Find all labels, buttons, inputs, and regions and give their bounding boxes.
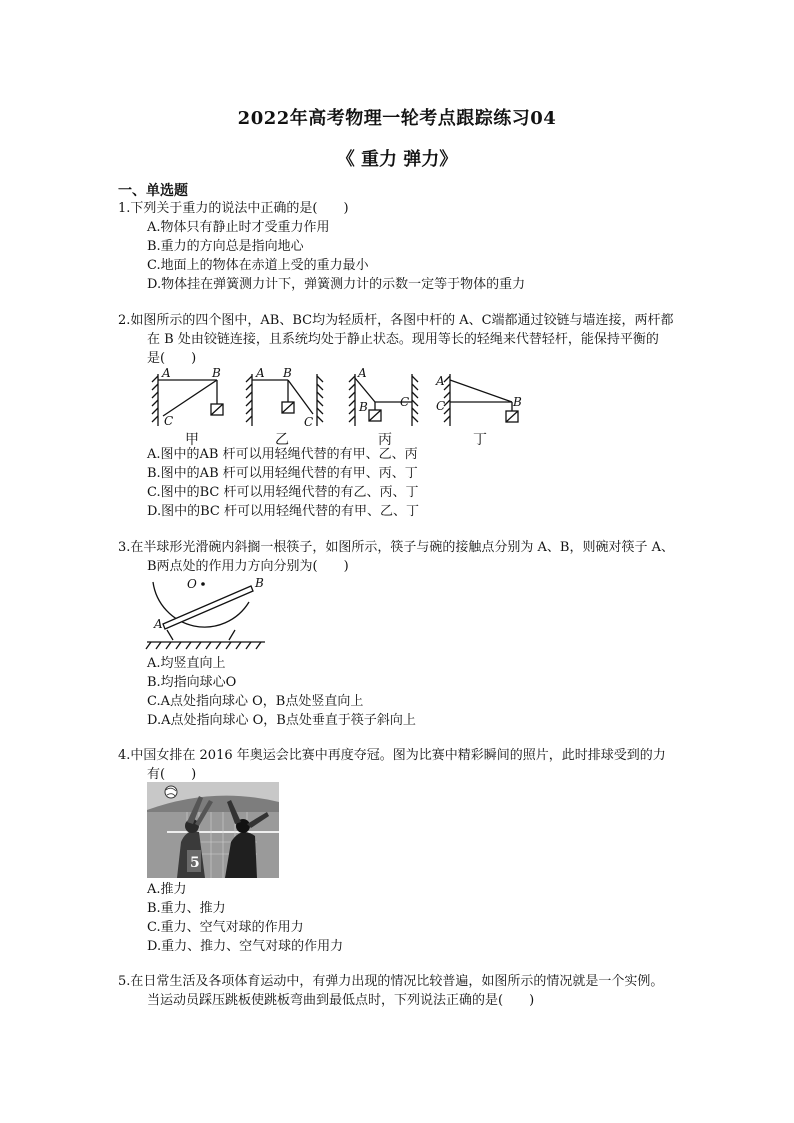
page-title: 2022年高考物理一轮考点跟踪练习04 [237, 108, 557, 129]
question-4-stem-line1: 4.中国女排在 2016 年奥运会比赛中再度夺冠。图为比赛中精彩瞬间的照片，此时排球受到的力 [118, 748, 666, 763]
question-5-stem-line1: 5.在日常生活及各项体育运动中，有弹力出现的情况比较普遍，如图所示的情况就是一个实例。 [118, 974, 664, 989]
caption-ding: 丁 [473, 432, 487, 448]
jia-label-a: A [162, 366, 171, 380]
q3-option-b: B.均指向球心O [147, 675, 237, 690]
q3-label-a: A [154, 617, 163, 631]
question-4-options [118, 880, 703, 956]
ding-label-c: C [436, 399, 446, 413]
section-title: 一、单选题 [118, 183, 188, 199]
ding-label-a: A [436, 374, 445, 388]
question-2-stem-line1: 2.如图所示的四个图中，AB、BC均为轻质杆，各图中杆的 A、C端都通过铰链与墙连接，两杆都 [118, 313, 674, 328]
volleyball-ball [165, 786, 177, 798]
q4-option-c: C.重力、空气对球的作用力 [147, 920, 304, 935]
bing-label-b: B [359, 400, 368, 414]
q2-option-b: B.图中的AB 杆可以用轻绳代替的有甲、丙、丁 [147, 466, 418, 481]
q4-volleyball-photo [147, 782, 279, 878]
q4-option-d: D.重力、推力、空气对球的作用力 [147, 939, 344, 954]
question-3-stem-line1: 3.在半球形光滑碗内斜搁一根筷子，如图所示，筷子与碗的接触点分别为 A、B，则碗对筷子 A、 [118, 540, 674, 555]
q1-option-b: B.重力的方向总是指向地心 [147, 239, 304, 254]
q3-bowl-diagram [145, 572, 270, 652]
caption-bing: 丙 [378, 432, 392, 448]
q1-option-a: A.物体只有静止时才受重力作用 [147, 220, 330, 235]
yi-label-a: A [256, 366, 265, 380]
q1-option-c: C.地面上的物体在赤道上受的重力最小 [147, 258, 369, 273]
q3-option-d: D.A点处指向球心 O，B点处垂直于筷子斜向上 [147, 713, 416, 728]
page-subtitle: 《 重力 弹力》 [336, 149, 458, 170]
q3-option-c: C.A点处指向球心 O，B点处竖直向上 [147, 694, 364, 709]
question-3-options [118, 654, 703, 730]
question-4 [118, 746, 703, 784]
question-2-stem-line3: 是( ) [147, 351, 197, 366]
bing-label-a: A [358, 366, 367, 380]
question-3 [118, 538, 703, 576]
question-2 [118, 311, 703, 368]
yi-label-c: C [304, 415, 314, 429]
q2-option-a: A.图中的AB 杆可以用轻绳代替的有甲、乙、丙 [147, 447, 418, 462]
q2-option-d: D.图中的BC 杆可以用轻绳代替的有甲、乙、丁 [147, 504, 419, 519]
jia-label-b: B [212, 366, 221, 380]
question-2-options [118, 445, 703, 521]
question-5 [118, 972, 703, 1010]
question-3-stem-line2: B两点处的作用力方向分别为( ) [147, 559, 349, 574]
question-5-stem-line2: 当运动员踩压跳板使跳板弯曲到最低点时，下列说法正确的是( ) [147, 993, 535, 1008]
diagram-jia [152, 374, 223, 426]
bing-label-c: C [400, 395, 410, 409]
jia-label-c: C [164, 414, 174, 428]
ding-label-b: B [513, 395, 522, 409]
q3-label-b: B [255, 576, 264, 590]
q2-four-diagrams [145, 366, 565, 448]
question-1 [118, 199, 703, 294]
diagram-ding [444, 374, 518, 426]
caption-yi: 乙 [275, 432, 289, 448]
q3-label-o: O [187, 577, 197, 591]
question-2-stem-line2: 在 B 处由铰链连接，且系统均处于静止状态。现用等长的轻绳来代替轻杆，能保持平衡的 [147, 332, 659, 347]
q3-option-a: A.均竖直向上 [147, 656, 226, 671]
chopstick [163, 586, 253, 629]
yi-label-b: B [283, 366, 292, 380]
jersey-number: 5 [190, 855, 200, 871]
caption-jia: 甲 [185, 432, 199, 448]
question-4-stem-line2: 有( ) [147, 767, 197, 782]
question-1-stem: 1.下列关于重力的说法中正确的是( ) [118, 201, 349, 216]
q2-option-c: C.图中的BC 杆可以用轻绳代替的有乙、丙、丁 [147, 485, 419, 500]
q4-option-b: B.重力、推力 [147, 901, 226, 916]
q4-option-a: A.推力 [147, 882, 187, 897]
q1-option-d: D.物体挂在弹簧测力计下，弹簧测力计的示数一定等于物体的重力 [147, 277, 526, 292]
bowl-arc [153, 582, 249, 627]
